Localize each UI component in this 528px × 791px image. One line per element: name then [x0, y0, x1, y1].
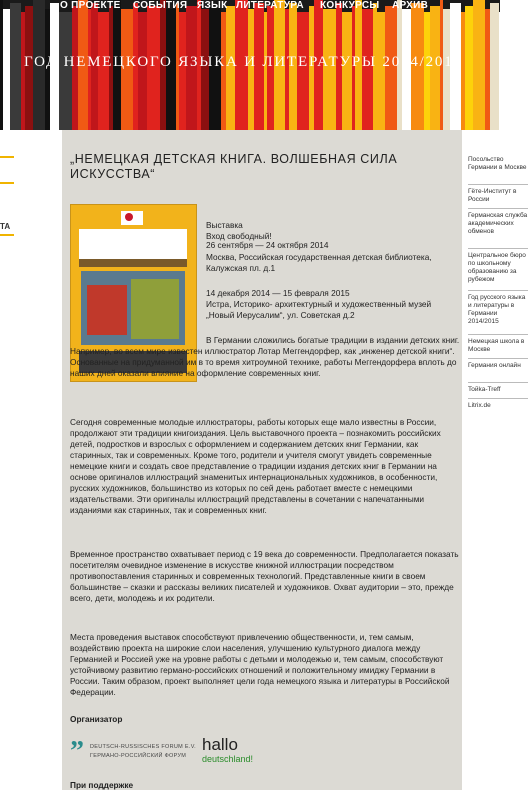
banner-stripe	[10, 3, 21, 130]
paragraph-2: Сегодня современные молодые иллюстраторы, работы которых еще мало известны в России, продолжают эти традиции книгоиздания. Цель выставочного проекта – познакомить российских детей, подростков и взрослых с оформлением и содержанием детских книг Германии, как старинных, так и современных. Кроме того, родители и учителя смогут увидеть современные немецкие книги и создать свое представление о традиции издания детских книг в Германии на основе оригиналов иллюстраций знаменитых интернациональных художников, в особенности, русских художников, большинство из которых по сей день работает вместе с немецкими издательствами. Эти оригиналы иллюстраций представлены в сочетании с напечатанными изданиями как старинных, так и современных книг.	[70, 417, 441, 515]
banner-title: ГОД НЕМЕЦКОГО ЯЗЫКА И ЛИТЕРАТУРЫ 2014/2015	[24, 54, 463, 70]
hallo-logo-text: hallo	[202, 735, 238, 754]
banner-stripe	[98, 12, 109, 130]
hallo-deutschland-logo[interactable]	[202, 736, 262, 772]
date-moscow: 26 сентября — 24 октября 2014	[206, 240, 329, 250]
article	[62, 130, 462, 790]
organizer-heading: Организатор	[70, 714, 123, 724]
intro-label: Выставка	[206, 220, 243, 230]
banner-stripe	[297, 12, 309, 130]
poster-logo-mark	[125, 213, 133, 221]
nav-item-events[interactable]: СОБЫТИЯ	[133, 0, 188, 11]
place-moscow: Москва, Российская государственная детская библиотека, Калужская пл. д.1	[206, 252, 432, 273]
partner-link-daad[interactable]: Германская служба академических обменов	[468, 212, 528, 235]
divider	[468, 334, 528, 335]
partner-link-zfa[interactable]: Центральное бюро по школьному образованию за рубежом	[468, 252, 526, 283]
top-nav	[0, 0, 500, 16]
deutschland-logo-text: deutschland!	[202, 754, 254, 764]
banner-stripe	[3, 9, 10, 130]
banner-stripe	[377, 12, 385, 130]
left-nav-marker	[0, 156, 14, 158]
partner-link-germany-online[interactable]: Германия онлайн	[468, 362, 521, 369]
article-title: „НЕМЕЦКАЯ ДЕТСКАЯ КНИГА. ВОЛШЕБНАЯ СИЛА ИСКУССТВА“	[70, 152, 398, 181]
banner-stripe	[490, 3, 499, 130]
support-heading: При поддержке	[70, 780, 134, 790]
partner-link-goethe[interactable]: Гёте-Институт в России	[468, 188, 517, 203]
banner-stripe	[473, 0, 485, 130]
partner-link-embassy[interactable]: Посольство Германии в Москве	[468, 156, 527, 171]
nav-item-about[interactable]: О ПРОЕКТЕ	[60, 0, 121, 11]
nav-item-language[interactable]: ЯЗЫК	[197, 0, 228, 11]
paragraph-3: Временное пространство охватывает период с 19 века до современности. Предполагается показать посетителям очевидное изменение в искусстве книжной иллюстрации посредством противопоставления старинных и современных технологий. Представленные книги в своем большинстве – сказки и рассказы великих писателей и художников. Охват аудитории – это, прежде всего, дети, молодежь и их родители.	[70, 549, 459, 603]
left-nav-item[interactable]: ТА	[0, 222, 11, 231]
banner-stripe	[138, 12, 147, 130]
divider	[468, 398, 528, 399]
nav-item-contests[interactable]: КОНКУРСЫ	[320, 0, 380, 11]
partner-link-german-school[interactable]: Немецкая школа в Москве	[468, 338, 525, 353]
nav-item-archive[interactable]: АРХИВ	[392, 0, 429, 11]
forum-logo-line1: DEUTSCH-RUSSISCHES FORUM E.V.	[90, 744, 196, 750]
banner-stripe	[179, 12, 186, 130]
divider	[468, 290, 528, 291]
banner-stripe	[59, 12, 72, 130]
banner-stripe	[342, 12, 352, 130]
banner-stripe	[465, 6, 473, 130]
poster-title-band	[79, 229, 187, 259]
banner-stripe	[499, 12, 512, 130]
date-istra: 14 декабря 2014 — 15 февраля 2015	[206, 288, 350, 298]
divider	[468, 358, 528, 359]
left-nav-marker	[0, 182, 14, 184]
german-russian-forum-logo[interactable]	[70, 736, 196, 767]
partner-link-litrix[interactable]: Litrix.de	[468, 402, 491, 409]
poster-illustration-figure	[87, 285, 127, 335]
forum-logo-line2: ГЕРМАНО-РОССИЙСКИЙ ФОРУМ	[90, 753, 187, 759]
divider	[468, 248, 528, 249]
partner-link-year-russian[interactable]: Год русского языка и литературы в Германии 2014/2015	[468, 294, 526, 325]
nav-item-literature[interactable]: ЛИТЕРАТУРА	[236, 0, 304, 11]
left-nav	[0, 130, 18, 790]
paragraph-1: В Германии сложились богатые традиции в издании детских книг. Например, во всем мире известен иллюстратор Лотар Меггендорфер, как „инженер детской книги“. Основанные на придуманной им в то время хитроумной технике, работы Меггендорфера вплоть до наших дней оказали влияние на оформление современных книг.	[70, 335, 460, 378]
place-istra: Истра, Историко- архитектурный и художественный музей „Новый Иерусалим“, ул. Советская д.2	[206, 299, 432, 320]
paragraph-4: Места проведения выставок способствуют привлечению общественности, и, тем самым, воздействию проекта на широкие слои населения, улучшению культурного диалога между Германией и Россией уже на уровне работы с детьми и молодежью и, тем самым, способствуют устойчивому развитию германо-российских отношений и положительному имиджу Германии в России. Таким образом, проект выполняет цели года немецкого языка и литературы в Российской Федерации.	[70, 632, 450, 697]
poster-illustration-figure	[131, 279, 179, 339]
forum-quote-icon: ”	[70, 736, 84, 767]
intro-free-entry: Вход свободный!	[206, 231, 272, 241]
left-nav-marker	[0, 234, 14, 236]
partner-links-sidebar	[465, 130, 528, 790]
partner-link-toyka[interactable]: Toйka-Treff	[468, 386, 501, 393]
divider	[468, 208, 528, 209]
divider	[468, 382, 528, 383]
header-banner	[0, 0, 500, 130]
divider	[468, 184, 528, 185]
poster-date-band	[79, 259, 187, 267]
